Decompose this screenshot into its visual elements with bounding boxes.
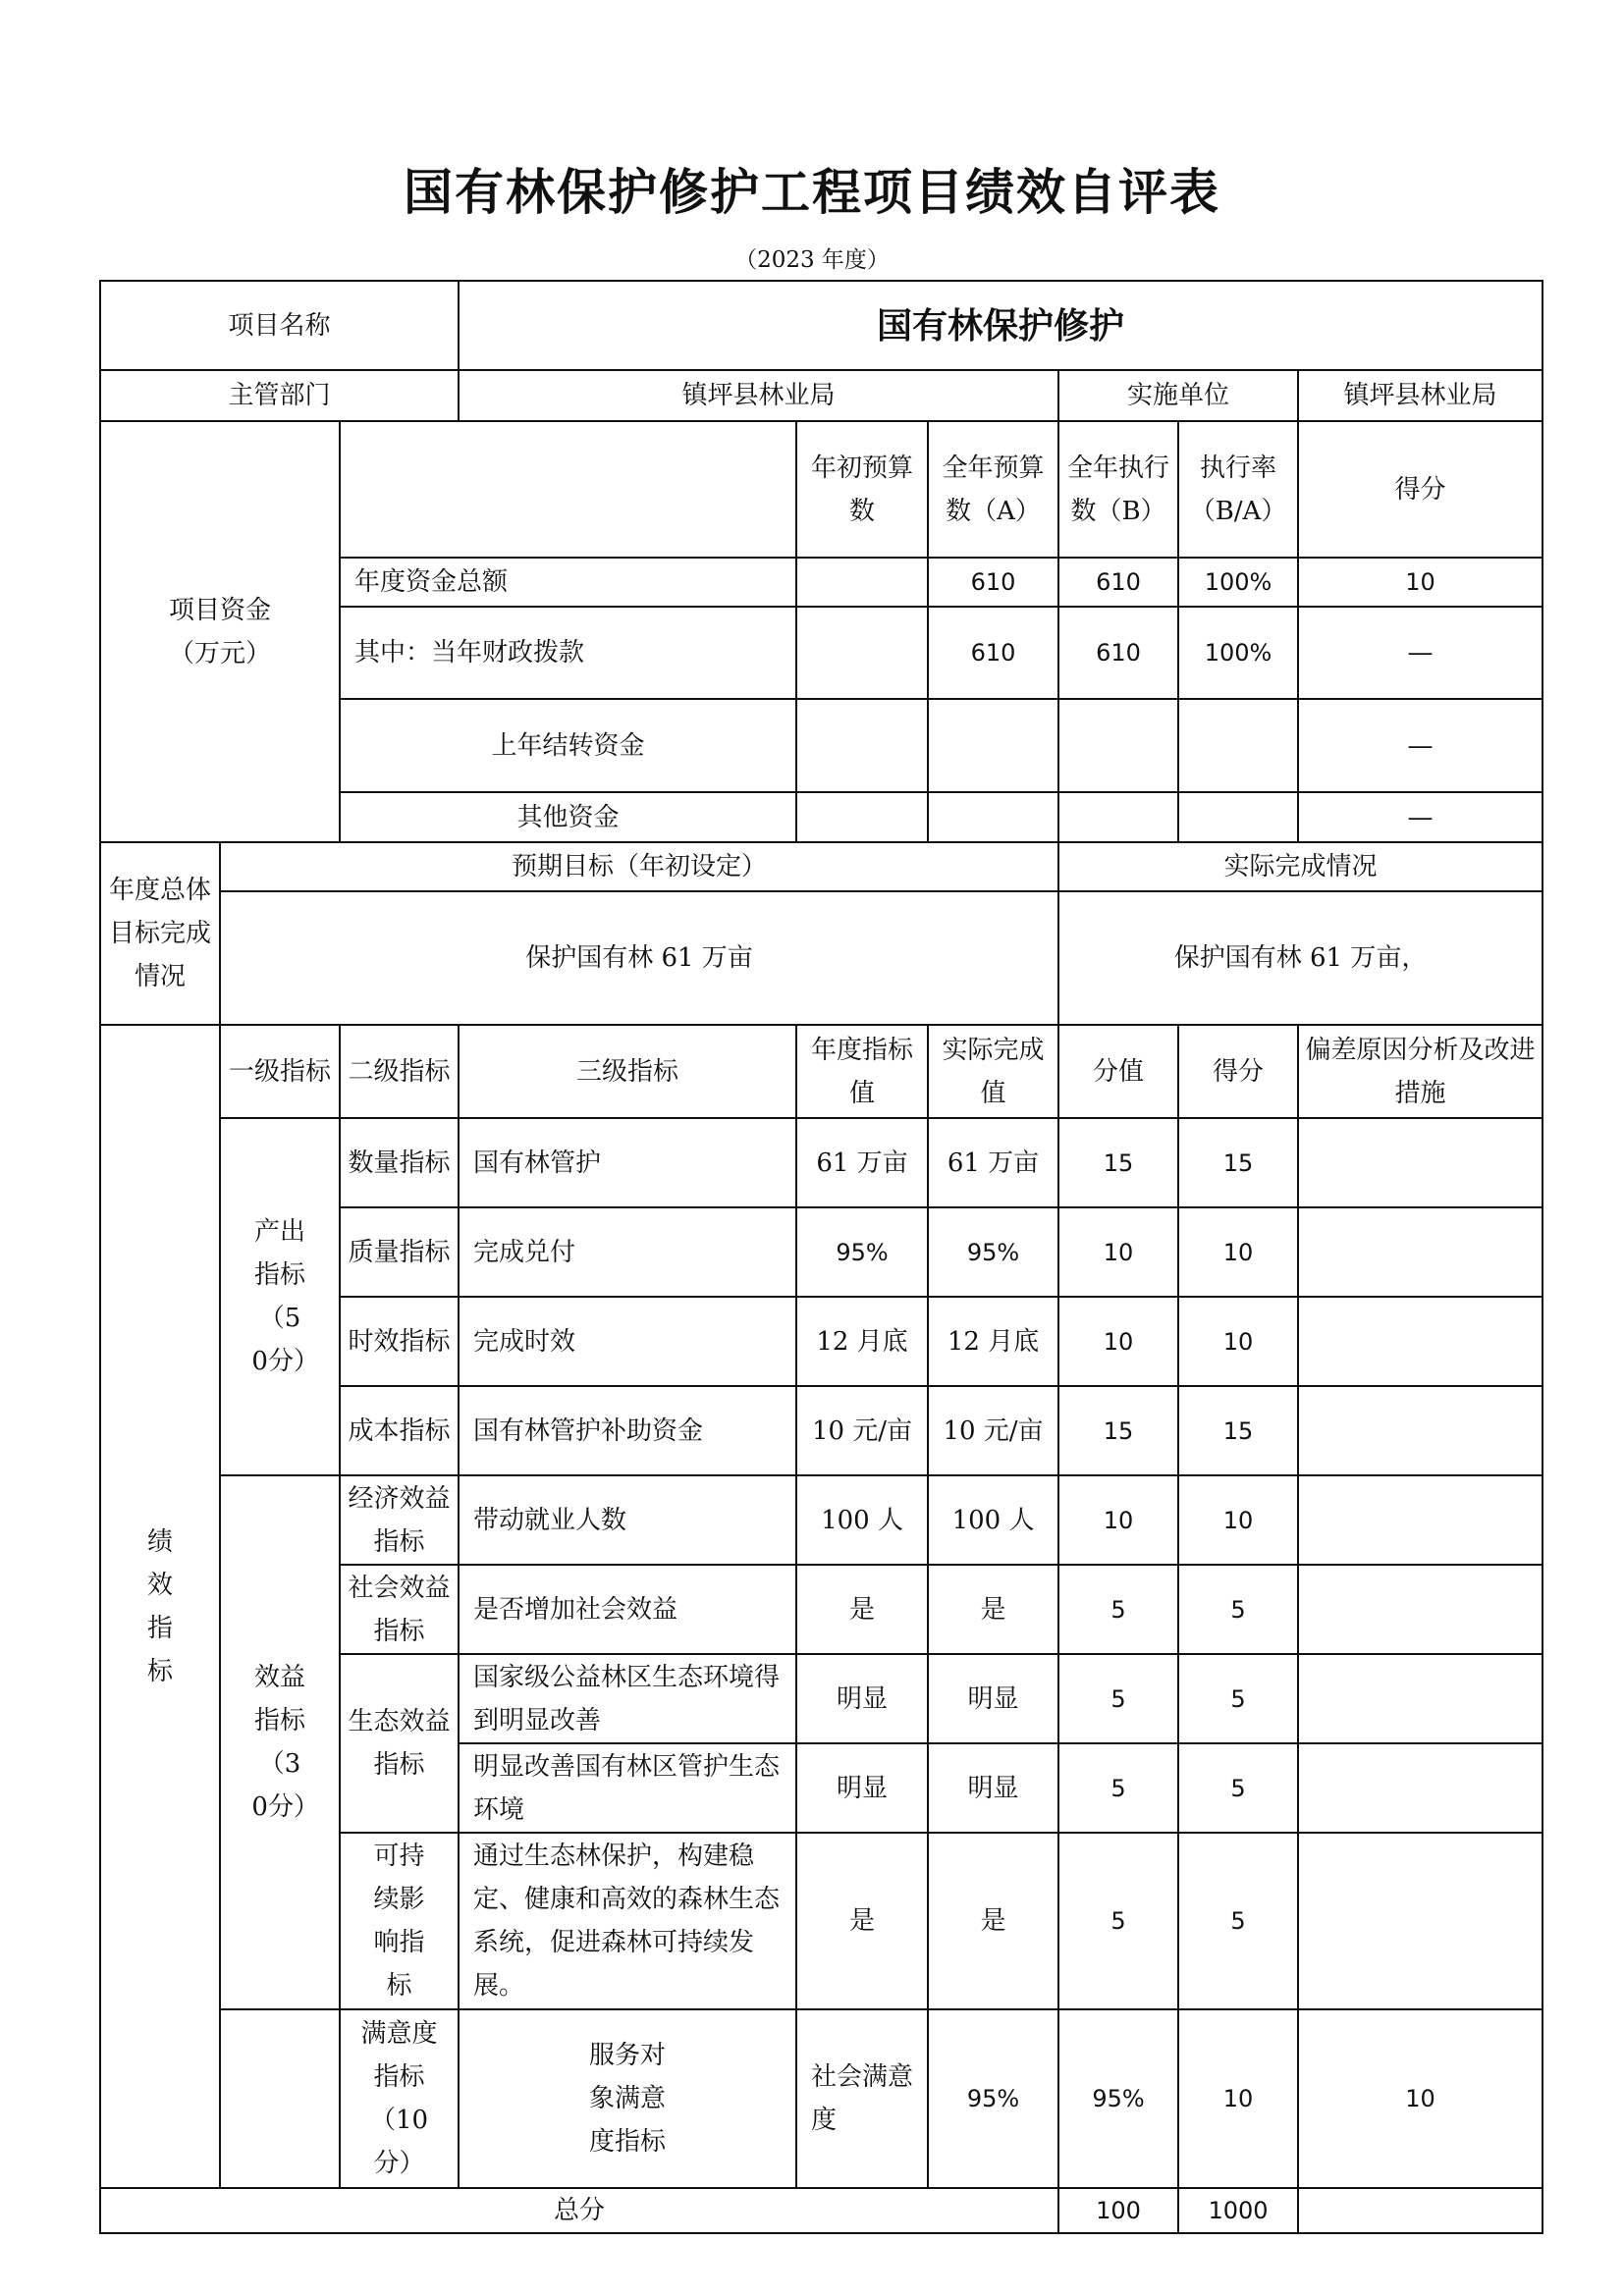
perf-deviation bbox=[1298, 1654, 1543, 1743]
perf-group-satisfaction bbox=[340, 2009, 459, 2188]
perf-actual: 10 元/亩 bbox=[928, 1386, 1058, 1475]
funds-row-score: — bbox=[1298, 699, 1543, 792]
perf-score-value: 10 bbox=[1058, 1475, 1178, 1565]
funds-header-annual-budget: 全年预算数（A） bbox=[928, 421, 1058, 558]
perf-lvl3: 社会满意度 bbox=[796, 2009, 928, 2188]
funds-row-exec-rate bbox=[1178, 792, 1298, 842]
project-name-value: 国有林保护修护 bbox=[459, 281, 1543, 370]
perf-deviation bbox=[1298, 1118, 1543, 1207]
funds-header-row bbox=[100, 421, 1543, 558]
funds-row-score: — bbox=[1298, 792, 1543, 842]
evaluation-table bbox=[99, 280, 1543, 2234]
perf-header-row bbox=[100, 1025, 1543, 1118]
total-label: 总分 bbox=[100, 2188, 1058, 2233]
perf-lvl3: 是否增加社会效益 bbox=[459, 1565, 796, 1654]
perf-lvl2 bbox=[459, 2009, 796, 2188]
funds-row-annual-exec: 610 bbox=[1058, 558, 1178, 607]
perf-group-name: 效益指标（30分） bbox=[251, 1663, 319, 1822]
perf-header-score-value: 分值 bbox=[1058, 1025, 1178, 1118]
perf-target: 95% bbox=[928, 2009, 1058, 2188]
perf-score-value: 5 bbox=[1058, 1833, 1178, 2009]
perf-target: 10 元/亩 bbox=[796, 1386, 928, 1475]
perf-header-target: 年度指标值 bbox=[796, 1025, 928, 1118]
perf-score-value: 5 bbox=[1058, 1743, 1178, 1833]
goals-expected-label: 预期目标（年初设定） bbox=[220, 842, 1058, 891]
perf-group-name: 满意度指标（10分） bbox=[360, 2019, 438, 2178]
project-name-label: 项目名称 bbox=[100, 281, 459, 370]
impl-label: 实施单位 bbox=[1058, 370, 1298, 421]
perf-lvl3: 国家级公益林区生态环境得到明显改善 bbox=[459, 1654, 796, 1743]
goals-label: 年度总体目标完成情况 bbox=[100, 842, 220, 1025]
perf-target: 12 月底 bbox=[796, 1297, 928, 1386]
perf-lvl3: 带动就业人数 bbox=[459, 1475, 796, 1565]
perf-group-name: 产出指标（50分） bbox=[251, 1217, 319, 1376]
perf-actual: 100 人 bbox=[928, 1475, 1058, 1565]
funds-label-line2: （万元） bbox=[168, 638, 271, 668]
perf-header-actual: 实际完成值 bbox=[928, 1025, 1058, 1118]
perf-header-lvl3: 三级指标 bbox=[459, 1025, 796, 1118]
perf-actual: 61 万亩 bbox=[928, 1118, 1058, 1207]
perf-lvl2-text: 服务对象满意度指标 bbox=[589, 2041, 667, 2157]
perf-target: 是 bbox=[796, 1833, 928, 2009]
perf-lvl3: 国有林管护 bbox=[459, 1118, 796, 1207]
perf-lvl3: 明显改善国有林区管护生态环境 bbox=[459, 1743, 796, 1833]
funds-row-name: 其中：当年财政拨款 bbox=[340, 607, 796, 699]
funds-row-initial bbox=[796, 699, 928, 792]
perf-target: 100 人 bbox=[796, 1475, 928, 1565]
perf-score: 10 bbox=[1298, 2009, 1543, 2188]
funds-row-annual-budget bbox=[928, 699, 1058, 792]
funds-label-line1: 项目资金 bbox=[168, 595, 271, 625]
perf-score: 15 bbox=[1178, 1386, 1298, 1475]
perf-header-lvl1: 一级指标 bbox=[220, 1025, 340, 1118]
perf-lvl2: 经济效益指标 bbox=[340, 1475, 459, 1565]
perf-lvl2 bbox=[340, 1833, 459, 2009]
funds-row-annual-exec: 610 bbox=[1058, 607, 1178, 699]
perf-score-value: 15 bbox=[1058, 1386, 1178, 1475]
total-row bbox=[100, 2188, 1543, 2233]
perf-target: 是 bbox=[796, 1565, 928, 1654]
perf-deviation bbox=[1298, 1207, 1543, 1297]
funds-row-score: — bbox=[1298, 607, 1543, 699]
perf-target: 明显 bbox=[796, 1654, 928, 1743]
perf-score-value: 10 bbox=[1178, 2009, 1298, 2188]
funds-header-blank bbox=[340, 421, 796, 558]
perf-lvl2: 生态效益指标 bbox=[340, 1654, 459, 1833]
goals-actual-label: 实际完成情况 bbox=[1058, 842, 1543, 891]
funds-row-score: 10 bbox=[1298, 558, 1543, 607]
page-title: 国有林保护修护工程项目绩效自评表 bbox=[404, 163, 1220, 221]
perf-group-output bbox=[220, 1118, 340, 1475]
perf-actual: 95% bbox=[1058, 2009, 1178, 2188]
goals-actual-value: 保护国有林 61 万亩， bbox=[1058, 891, 1543, 1025]
department-row bbox=[100, 370, 1543, 421]
perf-lvl3: 完成兑付 bbox=[459, 1207, 796, 1297]
perf-score-value: 5 bbox=[1058, 1654, 1178, 1743]
funds-row-exec-rate: 100% bbox=[1178, 558, 1298, 607]
perf-deviation bbox=[1298, 1743, 1543, 1833]
perf-lvl2: 质量指标 bbox=[340, 1207, 459, 1297]
perf-label-text: 绩效指标 bbox=[146, 1526, 173, 1686]
dept-label: 主管部门 bbox=[100, 370, 459, 421]
perf-label bbox=[100, 1025, 220, 2188]
perf-lvl2: 社会效益指标 bbox=[340, 1565, 459, 1654]
funds-row-name: 上年结转资金 bbox=[340, 699, 796, 792]
perf-score: 15 bbox=[1178, 1118, 1298, 1207]
funds-row-initial bbox=[796, 558, 928, 607]
perf-lvl3: 国有林管护补助资金 bbox=[459, 1386, 796, 1475]
perf-actual: 是 bbox=[928, 1833, 1058, 2009]
page-subtitle: （2023 年度） bbox=[734, 247, 890, 273]
perf-score-value: 10 bbox=[1058, 1297, 1178, 1386]
perf-score: 5 bbox=[1178, 1743, 1298, 1833]
funds-row-name: 其他资金 bbox=[340, 792, 796, 842]
perf-row bbox=[100, 1475, 1543, 1565]
perf-deviation bbox=[1298, 1565, 1543, 1654]
perf-lvl2: 时效指标 bbox=[340, 1297, 459, 1386]
funds-row-annual-exec bbox=[1058, 699, 1178, 792]
perf-deviation bbox=[1298, 1297, 1543, 1386]
dept-value: 镇坪县林业局 bbox=[459, 370, 1058, 421]
perf-header-score: 得分 bbox=[1178, 1025, 1298, 1118]
funds-header-score: 得分 bbox=[1298, 421, 1543, 558]
perf-lvl3: 通过生态林保护，构建稳定、健康和高效的森林生态系统，促进森林可持续发展。 bbox=[459, 1833, 796, 2009]
impl-value: 镇坪县林业局 bbox=[1298, 370, 1543, 421]
funds-row-name: 年度资金总额 bbox=[340, 558, 796, 607]
funds-header-annual-exec: 全年执行数（B） bbox=[1058, 421, 1178, 558]
perf-actual: 是 bbox=[928, 1565, 1058, 1654]
perf-header-deviation: 偏差原因分析及改进措施 bbox=[1298, 1025, 1543, 1118]
funds-row-annual-budget: 610 bbox=[928, 558, 1058, 607]
perf-target: 95% bbox=[796, 1207, 928, 1297]
perf-actual: 明显 bbox=[928, 1654, 1058, 1743]
funds-row-annual-exec bbox=[1058, 792, 1178, 842]
funds-row-annual-budget: 610 bbox=[928, 607, 1058, 699]
perf-row bbox=[100, 2009, 1543, 2188]
perf-header-lvl2: 二级指标 bbox=[340, 1025, 459, 1118]
perf-target: 61 万亩 bbox=[796, 1118, 928, 1207]
goals-header-row bbox=[100, 842, 1543, 891]
funds-row-annual-budget bbox=[928, 792, 1058, 842]
funds-row-initial bbox=[796, 792, 928, 842]
total-score-value: 100 bbox=[1058, 2188, 1178, 2233]
perf-actual: 95% bbox=[928, 1207, 1058, 1297]
perf-lvl2: 数量指标 bbox=[340, 1118, 459, 1207]
perf-target: 明显 bbox=[796, 1743, 928, 1833]
perf-lvl2: 成本指标 bbox=[340, 1386, 459, 1475]
perf-deviation bbox=[1298, 1475, 1543, 1565]
total-deviation bbox=[1298, 2188, 1543, 2233]
perf-deviation bbox=[1298, 1833, 1543, 2009]
perf-score: 5 bbox=[1178, 1833, 1298, 2009]
perf-actual: 明显 bbox=[928, 1743, 1058, 1833]
project-name-row bbox=[100, 281, 1543, 370]
perf-score-value: 5 bbox=[1058, 1565, 1178, 1654]
perf-score: 5 bbox=[1178, 1565, 1298, 1654]
perf-deviation bbox=[1298, 1386, 1543, 1475]
perf-lvl3: 完成时效 bbox=[459, 1297, 796, 1386]
funds-row-exec-rate bbox=[1178, 699, 1298, 792]
perf-group-benefit bbox=[220, 1475, 340, 2009]
funds-row-exec-rate: 100% bbox=[1178, 607, 1298, 699]
perf-score: 10 bbox=[1178, 1207, 1298, 1297]
perf-score: 10 bbox=[1178, 1475, 1298, 1565]
perf-score: 10 bbox=[1178, 1297, 1298, 1386]
funds-header-initial: 年初预算数 bbox=[796, 421, 928, 558]
funds-label bbox=[100, 421, 340, 842]
perf-actual: 12 月底 bbox=[928, 1297, 1058, 1386]
perf-score-value: 10 bbox=[1058, 1207, 1178, 1297]
perf-lvl2-text: 可持续影响指标 bbox=[373, 1842, 425, 2001]
funds-row-initial bbox=[796, 607, 928, 699]
perf-score-value: 15 bbox=[1058, 1118, 1178, 1207]
funds-header-exec-rate: 执行率（B/A） bbox=[1178, 421, 1298, 558]
perf-label-continuation bbox=[220, 2009, 340, 2188]
total-score: 1000 bbox=[1178, 2188, 1298, 2233]
goals-expected-value: 保护国有林 61 万亩 bbox=[220, 891, 1058, 1025]
perf-row bbox=[100, 1118, 1543, 1207]
goals-value-row bbox=[100, 891, 1543, 1025]
perf-score: 5 bbox=[1178, 1654, 1298, 1743]
